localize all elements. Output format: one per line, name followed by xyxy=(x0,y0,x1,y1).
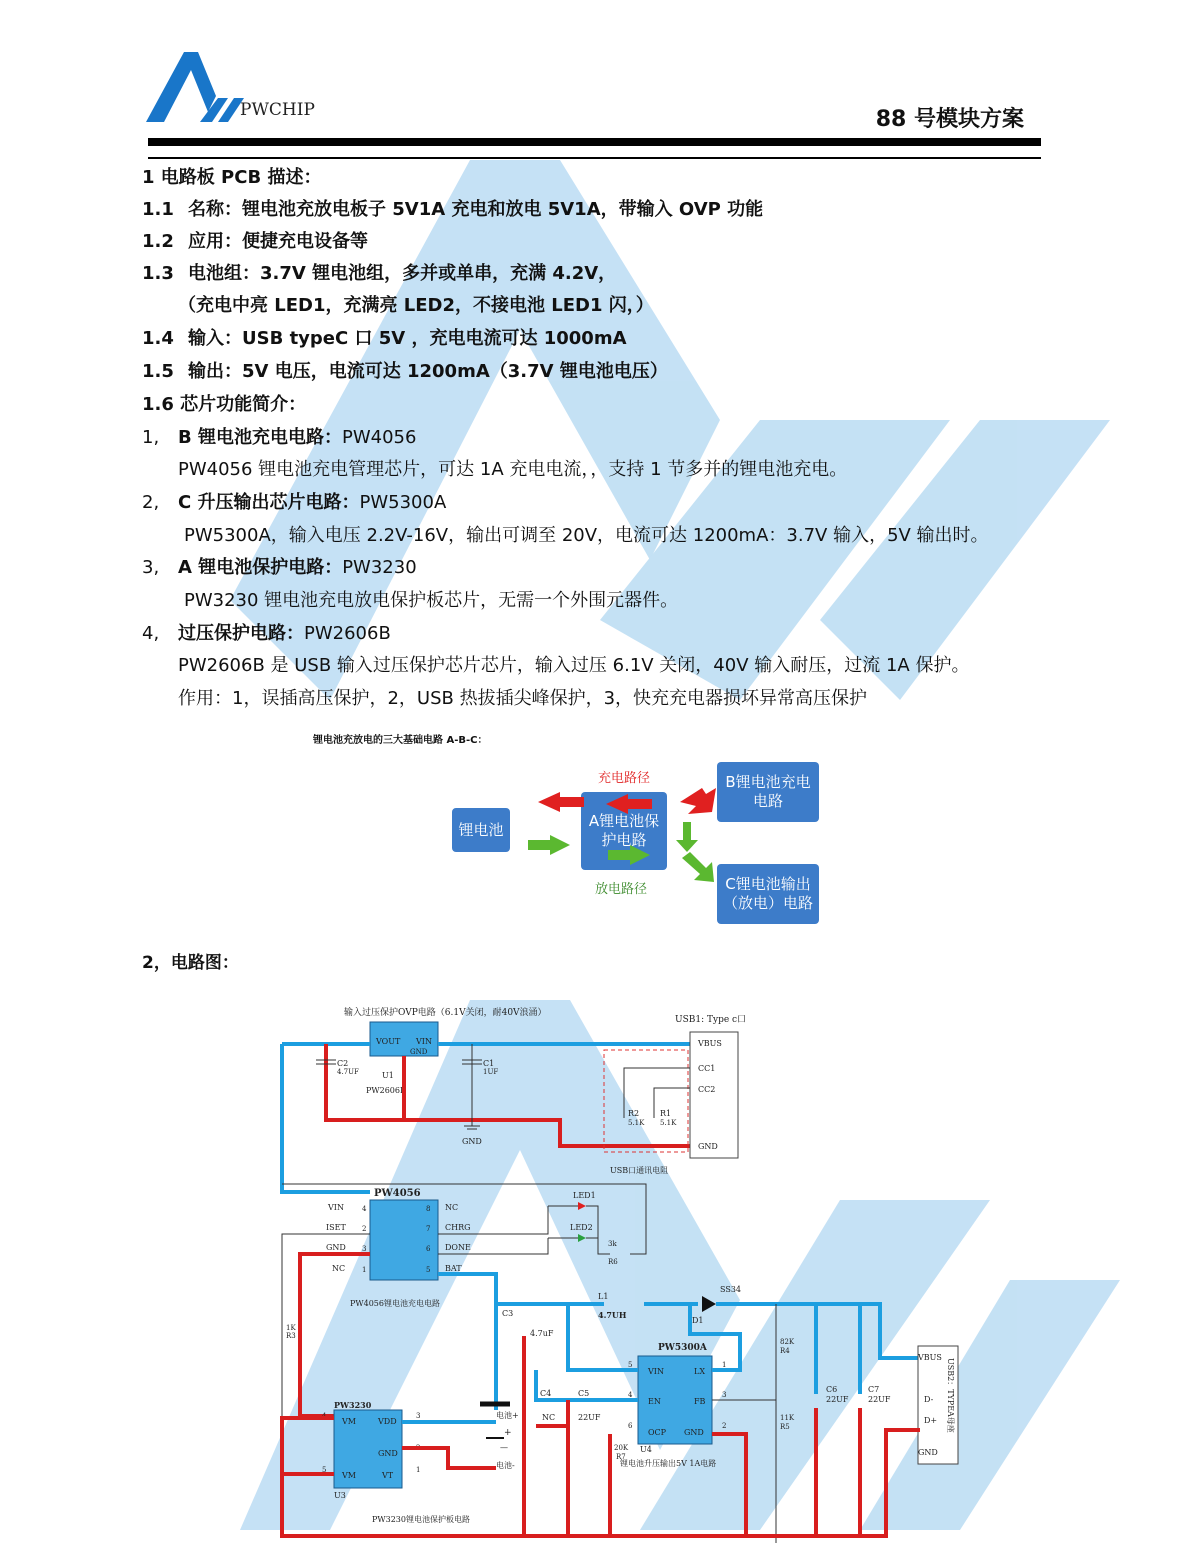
c4-ref: C4 xyxy=(540,1389,552,1398)
charge-arrow-icon xyxy=(680,788,716,814)
usb-res-caption: USB口通讯电阻 xyxy=(610,1166,669,1175)
pw4056-pin-num: 3 xyxy=(362,1245,367,1253)
pw3230-caption: PW3230锂电池保护板电路 xyxy=(372,1515,470,1524)
chip-desc: PW5300A，输入电压 2.2V-16V，输出可调至 20V，电流可达 1200mA：3.7V 输入，5V 输出时。 xyxy=(184,525,989,546)
chip-label: 过压保护电路： xyxy=(178,623,304,644)
chip-num: 1, xyxy=(142,427,160,448)
pw3230-pin-num: 2 xyxy=(416,1444,421,1452)
c5-value: 22UF xyxy=(578,1413,601,1422)
u1-pin: VIN xyxy=(416,1037,432,1046)
spec-num: 1.4 xyxy=(142,328,174,349)
chip-part: PW5300A xyxy=(359,492,447,513)
spec-num: 1.1 xyxy=(142,199,174,220)
r4-value: 82K xyxy=(780,1338,795,1346)
led2-label: LED2 xyxy=(570,1223,593,1232)
l1-value: 4.7UH xyxy=(598,1310,627,1320)
pw5300a-pin-num: 2 xyxy=(722,1422,727,1430)
spec-item xyxy=(178,294,654,318)
c3-value: 4.7uF xyxy=(530,1329,554,1338)
pw3230-pin: VT xyxy=(382,1471,394,1480)
u1-ref: U1 xyxy=(382,1071,394,1080)
brand-name: PWCHIP xyxy=(240,100,315,120)
flow-arrows xyxy=(520,778,720,888)
chip-item xyxy=(142,622,391,646)
pw5300a-pin: FB xyxy=(694,1397,706,1406)
usb1-pin: CC1 xyxy=(698,1064,716,1073)
spec-text: 名称：锂电池充放电板子 5V1A 充电和放电 5V1A，带输入 OVP 功能 xyxy=(188,199,764,220)
charge-path-label: 充电路径 xyxy=(598,771,651,786)
pw4056-pin: GND xyxy=(326,1243,346,1252)
pw4056-pin-num: 2 xyxy=(362,1225,367,1233)
pw5300a-caption: 锂电池升压输出5V 1A电路 xyxy=(620,1459,717,1468)
r7-ref: R7 xyxy=(616,1453,626,1461)
chip-label: A 锂电池保护电路： xyxy=(178,557,343,578)
chip-item xyxy=(142,556,417,580)
spec-item xyxy=(142,198,763,222)
c1-value: 1UF xyxy=(483,1068,499,1076)
chip-heading: 1.6 芯片功能简介： xyxy=(142,394,307,415)
r1-ref: R1 xyxy=(660,1109,672,1118)
charger-box: B锂电池充电电路 xyxy=(717,762,819,822)
pwchip-logo-icon xyxy=(146,48,246,124)
c6-ref: C6 xyxy=(826,1385,838,1394)
c7-value: 22UF xyxy=(868,1395,891,1404)
usb2-title: USB2：TYPEA母座 xyxy=(946,1358,955,1433)
pw3230-pin: VDD xyxy=(378,1417,397,1426)
pw3230-pin-num: 4 xyxy=(322,1412,327,1420)
discharge-arrow-icon xyxy=(528,835,570,855)
pw5300a-pin: OCP xyxy=(648,1428,667,1437)
c4-value: NC xyxy=(542,1413,556,1422)
diode-icon xyxy=(702,1296,716,1312)
r7-value: 20K xyxy=(614,1444,629,1452)
pw3230-pin: VM xyxy=(342,1417,356,1426)
chip-desc: PW2606B 是 USB 输入过压保护芯片芯片，输入过压 6.1V 关闭，40V 输入耐压，过流 1A 保护。 xyxy=(178,655,970,676)
usb1-pin: CC2 xyxy=(698,1085,716,1094)
c1-ref: C1 xyxy=(483,1059,495,1068)
pw5300a-pin-num: 6 xyxy=(628,1422,633,1430)
spec-item xyxy=(142,360,668,384)
header-rule-thick xyxy=(148,138,1041,146)
discharge-arrow-icon xyxy=(676,822,698,852)
pw4056-pin-num: 6 xyxy=(426,1245,431,1253)
pw4056-caption: PW4056锂电池充电电路 xyxy=(350,1299,440,1308)
spec-text: 应用：便捷充电设备等 xyxy=(188,231,368,252)
r3-ref: R3 xyxy=(286,1332,296,1340)
battery-plus: 电池+ xyxy=(496,1411,519,1420)
battery-minus: 电池- xyxy=(496,1461,515,1470)
spec-num: 1.5 xyxy=(142,361,174,382)
pw3230-pin-num: 5 xyxy=(322,1466,327,1474)
pw4056-pin: VIN xyxy=(328,1203,344,1212)
chip-item xyxy=(142,491,446,515)
c5-ref: C5 xyxy=(578,1389,590,1398)
discharge-arrow-icon xyxy=(608,845,650,865)
pw5300a-pin: LX xyxy=(694,1367,706,1376)
flow-caption: 锂电池充放电的三大基础电路 A-B-C： xyxy=(313,735,488,746)
pw3230-pin-num: 1 xyxy=(416,1466,421,1474)
u1-pin: VOUT xyxy=(376,1037,401,1046)
chip-desc: 作用：1，误插高压保护，2，USB 热拔插尖峰保护，3，快充充电器损坏异常高压保护 xyxy=(178,688,868,709)
usb2-pin: D+ xyxy=(924,1416,938,1425)
pw5300a-pin-num: 3 xyxy=(722,1391,727,1399)
pw3230-title: PW3230 xyxy=(334,1400,372,1410)
protect-box: A锂电池保护电路 xyxy=(581,792,667,870)
chip-item xyxy=(142,426,416,450)
c6-value: 22UF xyxy=(826,1395,849,1404)
r4-ref: R4 xyxy=(780,1347,790,1355)
pw4056-pin: DONE xyxy=(445,1243,471,1252)
chip-label: C 升压输出芯片电路： xyxy=(178,492,360,513)
pw4056-pin-num: 5 xyxy=(426,1266,431,1274)
c3-ref: C3 xyxy=(502,1309,514,1318)
r2-value: 5.1K xyxy=(628,1119,645,1127)
pw4056-title: PW4056 xyxy=(374,1188,421,1199)
chip-num: 3, xyxy=(142,557,160,578)
pw4056-pin: ISET xyxy=(326,1223,346,1232)
pw5300a-pin: VIN xyxy=(648,1367,664,1376)
circuit-schematic xyxy=(270,998,970,1543)
r6-value: 3k xyxy=(608,1240,617,1248)
spec-text: 输出：5V 电压，电流可达 1200mA（3.7V 锂电池电压） xyxy=(188,361,668,382)
u1-pin: GND xyxy=(410,1048,428,1056)
pw4056-pin: NC xyxy=(445,1203,459,1212)
pw4056-pin-num: 8 xyxy=(426,1205,431,1213)
usb-resistor-group xyxy=(604,1050,688,1152)
pw4056-pin: BAT xyxy=(445,1264,462,1273)
usb1-pin: VBUS xyxy=(698,1039,722,1048)
output-box: C锂电池输出（放电）电路 xyxy=(717,864,819,924)
chip-num: 2, xyxy=(142,492,160,513)
ovp-title: 输入过压保护OVP电路（6.1V关闭，耐40V浪涌） xyxy=(344,1008,547,1018)
charge-arrow-icon xyxy=(538,792,584,812)
l1-ref: L1 xyxy=(598,1292,609,1301)
usb1-title: USB1: Type c口 xyxy=(675,1015,747,1025)
document-title: 88 号模块方案 xyxy=(875,107,1024,132)
spec-item xyxy=(142,262,616,286)
c2-ref: C2 xyxy=(337,1059,349,1068)
gnd-label: GND xyxy=(462,1137,482,1146)
pw4056-pin-num: 4 xyxy=(362,1205,367,1213)
spec-text: （充电中亮 LED1，充满亮 LED2，不接电池 LED1 闪，） xyxy=(178,295,654,316)
usb1-connector xyxy=(690,1032,738,1158)
section1-heading: 1 电路板 PCB 描述： xyxy=(142,167,322,188)
discharge-arrow-icon xyxy=(682,852,714,882)
section2-heading: 2，电路图： xyxy=(142,953,239,973)
spec-num: 1.3 xyxy=(142,263,174,284)
pw5300a-pin: GND xyxy=(684,1428,704,1437)
led2-icon xyxy=(578,1234,586,1242)
usb2-pin: GND xyxy=(918,1448,938,1457)
r5-value: 11K xyxy=(780,1414,795,1422)
chip-part: PW4056 xyxy=(342,427,417,448)
spec-item xyxy=(142,327,627,351)
chip-part: PW3230 xyxy=(342,557,417,578)
usb2-pin: D- xyxy=(924,1395,934,1404)
chip-desc: PW3230 锂电池充电放电保护板芯片，无需一个外围元器件。 xyxy=(184,590,679,611)
d1-ref: D1 xyxy=(692,1316,704,1325)
pw3230-pin-num: 3 xyxy=(416,1412,421,1420)
spec-item xyxy=(142,230,368,254)
pw4056-pin: CHRG xyxy=(445,1223,471,1232)
u1-part: PW2606B xyxy=(366,1086,406,1095)
spec-num: 1.2 xyxy=(142,231,174,252)
pw3230-ref: U3 xyxy=(334,1491,346,1500)
led1-label: LED1 xyxy=(573,1191,596,1200)
chip-part: PW2606B xyxy=(304,623,391,644)
pw4056-pin-num: 1 xyxy=(362,1266,367,1274)
r1-value: 5.1K xyxy=(660,1119,677,1127)
chip-desc: PW4056 锂电池充电管理芯片，可达 1A 充电电流，，支持 1 节多并的锂电池充电。 xyxy=(178,459,848,480)
pw4056-pin-num: 7 xyxy=(426,1225,431,1233)
pw3230-pin: VM xyxy=(342,1471,356,1480)
pw5300a-title: PW5300A xyxy=(658,1343,707,1353)
d1-value: SS34 xyxy=(720,1285,741,1294)
pw5300a-ref: U4 xyxy=(640,1445,652,1454)
led1-icon xyxy=(578,1202,586,1210)
pw3230-pin: GND xyxy=(378,1449,398,1458)
chip-label: B 锂电池充电电路： xyxy=(178,427,342,448)
chip-num: 4, xyxy=(142,623,160,644)
pw5300a-pin: EN xyxy=(648,1397,661,1406)
discharge-path-label: 放电路径 xyxy=(595,882,648,897)
c7-ref: C7 xyxy=(868,1385,880,1394)
r6-ref: R6 xyxy=(608,1258,618,1266)
c2-value: 4.7UF xyxy=(337,1068,359,1076)
header-rule-thin xyxy=(148,157,1041,159)
pw5300a-pin-num: 1 xyxy=(722,1361,727,1369)
charge-arrow-icon xyxy=(606,794,652,814)
usb1-pin: GND xyxy=(698,1142,718,1151)
pw5300a-pin-num: 4 xyxy=(628,1391,633,1399)
usb2-pin: VBUS xyxy=(918,1353,942,1362)
r2-ref: R2 xyxy=(628,1109,640,1118)
pw4056-pin: NC xyxy=(332,1264,346,1273)
spec-text: 电池组：3.7V 锂电池组，多并或单串，充满 4.2V， xyxy=(188,263,617,284)
pw5300a-pin-num: 5 xyxy=(628,1361,633,1369)
battery-box: 锂电池 xyxy=(452,808,510,852)
spec-text: 输入：USB typeC 口 5V ，充电电流可达 1000mA xyxy=(188,328,627,349)
r3-value: 1K xyxy=(286,1324,296,1332)
r5-ref: R5 xyxy=(780,1423,790,1431)
battery-minus-symbol: — xyxy=(500,1443,508,1452)
battery-plus-symbol: + xyxy=(504,1428,512,1438)
